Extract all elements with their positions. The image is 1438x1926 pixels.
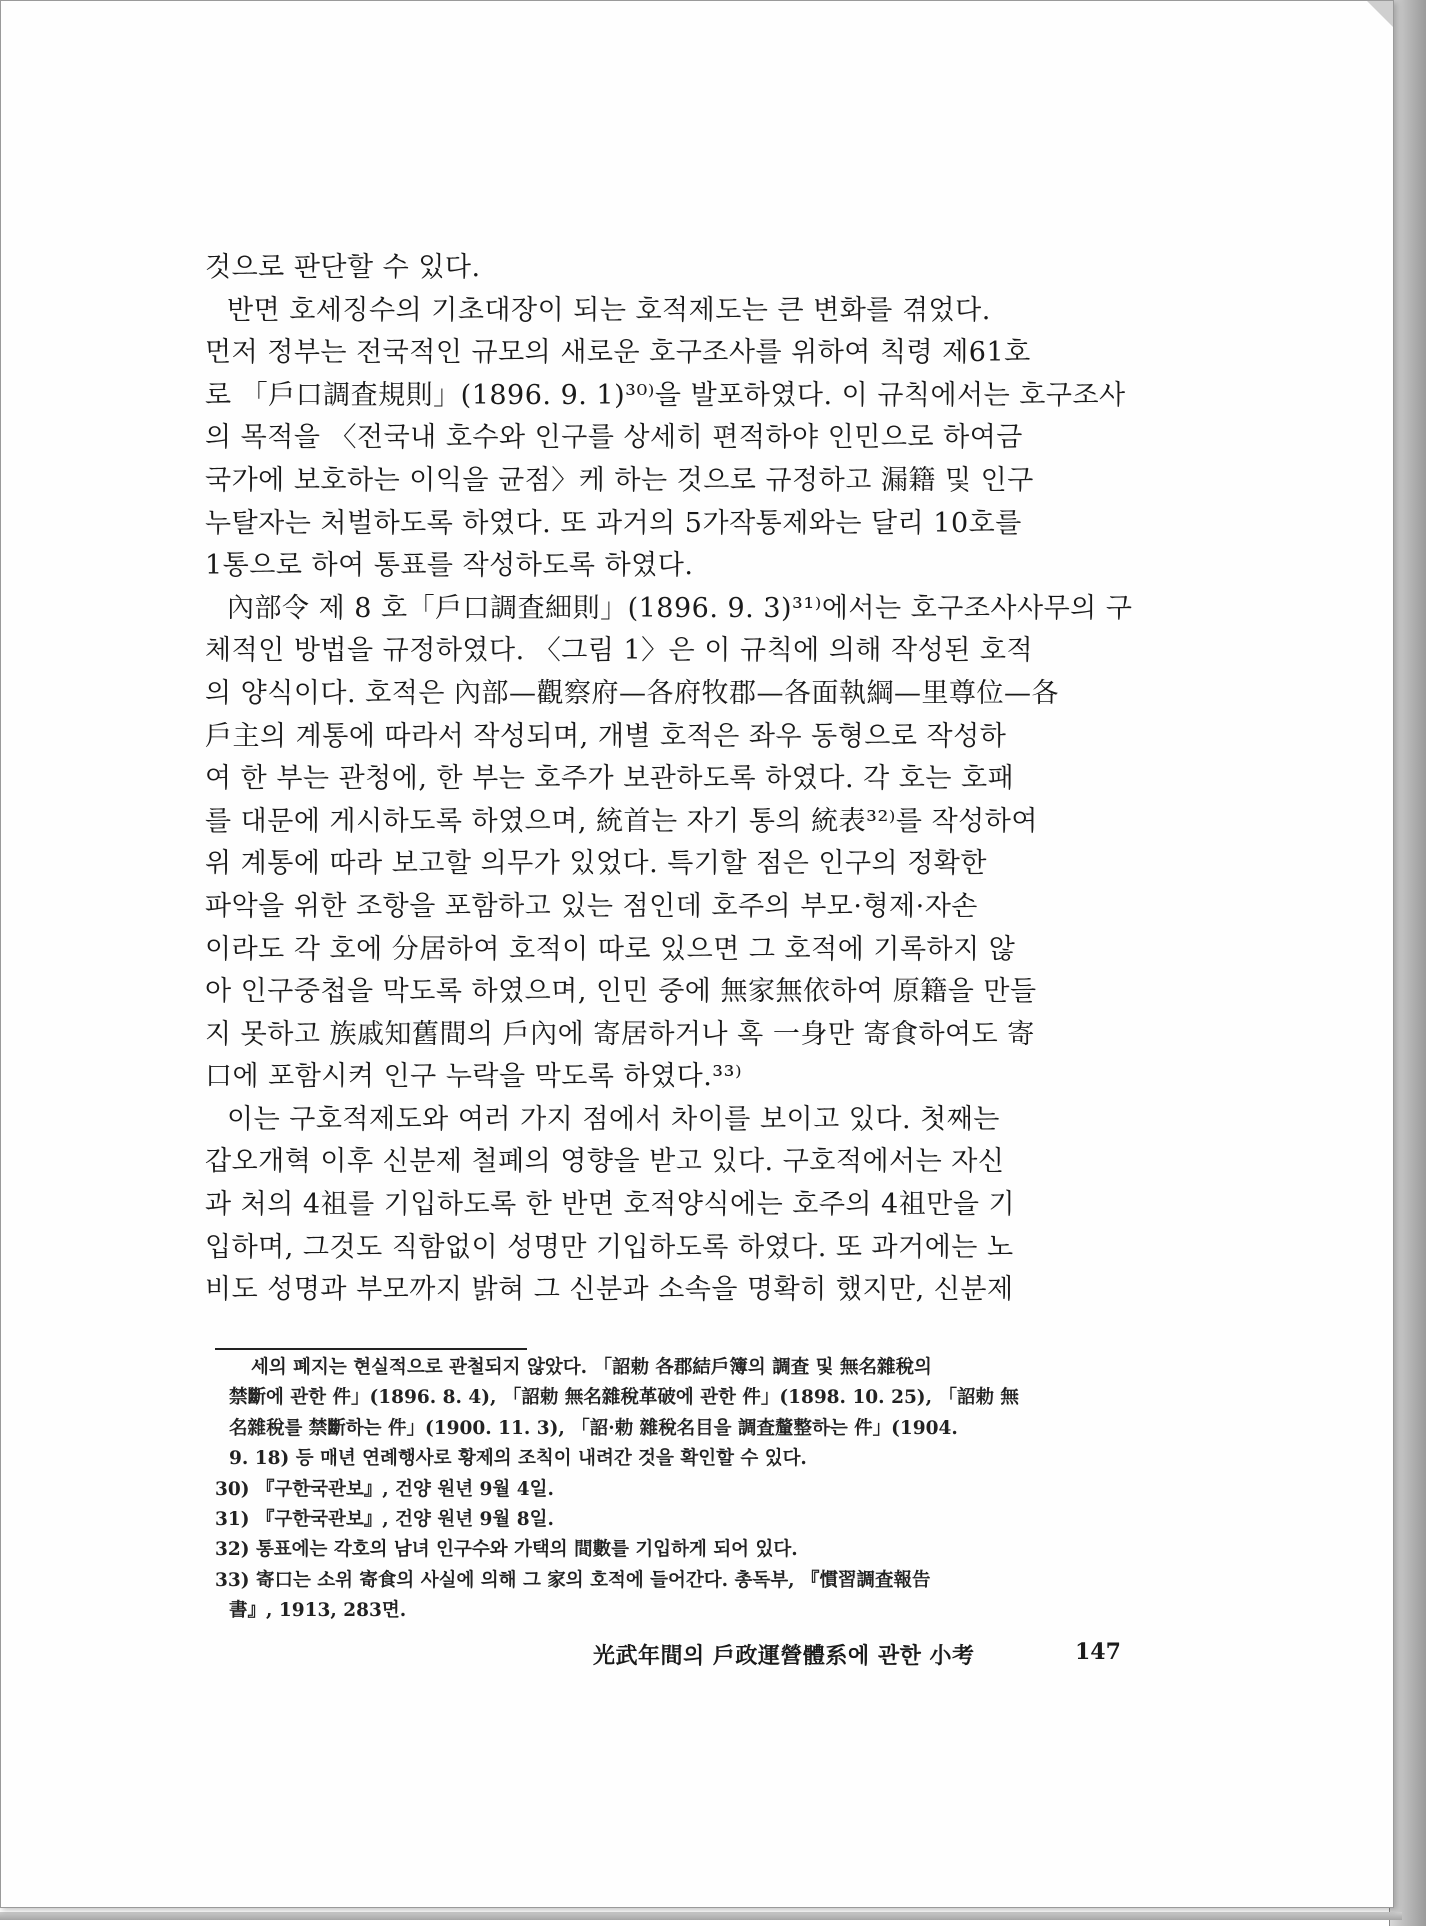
body-line: 의 양식이다. 호적은 內部—觀察府—各府牧郡—各面執綱—里尊位—各 (205, 677, 1059, 709)
body-line: 로 「戶口調査規則」(1896. 9. 1)³⁰⁾을 발포하였다. 이 규칙에서는 호구조사 (205, 379, 1126, 411)
body-line: 를 대문에 게시하도록 하였으며, 統首는 자기 통의 統表³²⁾를 작성하여 (205, 805, 1038, 837)
body-line: 아 인구중첩을 막도록 하였으며, 인민 중에 無家無依하여 原籍을 만들 (205, 976, 1037, 1008)
body-line: 1통으로 하여 통표를 작성하도록 하였다. (205, 550, 694, 582)
footnote-line: 禁斷에 관한 件」(1896. 8. 4), 「詔勅 無名雜稅革破에 관한 件」(1898. 10. 25), 「詔勅 無 (229, 1387, 1019, 1409)
body-line: 체적인 방법을 규정하였다. 〈그림 1〉은 이 규칙에 의해 작성된 호적 (205, 635, 1034, 667)
body-line: 의 목적을 〈전국내 호수와 인구를 상세히 편적하야 인민으로 하여금 (205, 422, 1023, 454)
footnotes (215, 1353, 1155, 1627)
page-number: 147 (1075, 1639, 1121, 1665)
footnote-line: 名雜稅를 禁斷하는 件」(1900. 11. 3), 「詔·勅 雜稅名目을 調査釐整하는 件」(1904. (229, 1417, 958, 1439)
body-line: 갑오개혁 이후 신분제 철폐의 영향을 받고 있다. 구호적에서는 자신 (205, 1146, 1005, 1178)
body-line: 지 못하고 族戚知舊間의 戶內에 寄居하거나 혹 一身만 寄食하여도 寄 (205, 1018, 1035, 1050)
running-title: 光武年間의 戶政運營體系에 관한 小考 (593, 1643, 975, 1669)
body-line: 內部令 제 8 호「戶口調査細則」(1896. 9. 3)³¹⁾에서는 호구조사사무의 구 (227, 592, 1133, 624)
body-line: 입하며, 그것도 직함없이 성명만 기입하도록 하였다. 또 과거에는 노 (205, 1231, 1014, 1263)
body-line: 戶主의 계통에 따라서 작성되며, 개별 호적은 좌우 동형으로 작성하 (205, 720, 1007, 752)
footnote-line: 書』, 1913, 283면. (229, 1600, 407, 1622)
body-line: 파악을 위한 조항을 포함하고 있는 점인데 호주의 부모·형제·자손 (205, 890, 978, 922)
page-stack-edge (1389, 0, 1426, 1926)
body-line: 여 한 부는 관청에, 한 부는 호주가 보관하도록 하였다. 각 호는 호패 (205, 763, 1015, 795)
body-line: 이는 구호적제도와 여러 가지 점에서 차이를 보이고 있다. 첫째는 (227, 1103, 1000, 1135)
body-line: 것으로 판단할 수 있다. (205, 252, 481, 283)
page-corner-fold (1367, 1, 1393, 27)
body-line: 과 처의 4祖를 기입하도록 한 반면 호적양식에는 호주의 4祖만을 기 (205, 1189, 1016, 1221)
body-line: 이라도 각 호에 分居하여 호적이 따로 있으면 그 호적에 기록하지 않 (205, 933, 1016, 965)
body-line: 비도 성명과 부모까지 밝혀 그 신분과 소속을 명확히 했지만, 신분제 (205, 1274, 1014, 1306)
footnote-line: 9. 18) 등 매년 연례행사로 황제의 조칙이 내려간 것을 확인할 수 있다. (229, 1448, 807, 1470)
body-line: 누탈자는 처벌하도록 하였다. 또 과거의 5가작통제와는 달리 10호를 (205, 507, 1022, 539)
body-line: 반면 호세징수의 기초대장이 되는 호적제도는 큰 변화를 겪었다. (227, 294, 991, 326)
page-stack-bottom-edge (0, 1912, 1402, 1920)
footnote-line: 세의 폐지는 현실적으로 관철되지 않았다. 「詔勅 各郡結戶簿의 調査 및 無名雜稅의 (251, 1357, 932, 1378)
footnote-33: 33) 寄口는 소위 寄食의 사실에 의해 그 家의 호적에 들어간다. 총독부, 『慣習調査報告 (215, 1569, 931, 1591)
footnote-30: 30) 『구한국관보』, 건양 원년 9월 4일. (215, 1478, 554, 1500)
footnote-divider (215, 1348, 527, 1350)
body-text (205, 247, 1149, 1312)
footnote-32: 32) 통표에는 각호의 남녀 인구수와 가택의 間數를 기입하게 되어 있다. (215, 1539, 798, 1561)
body-line: 먼저 정부는 전국적인 규모의 새로운 호구조사를 위하여 칙령 제61호 (205, 337, 1031, 369)
footnote-31: 31) 『구한국관보』, 건양 원년 9월 8일. (215, 1508, 554, 1530)
body-line: 국가에 보호하는 이익을 균점〉케 하는 것으로 규정하고 漏籍 및 인구 (205, 464, 1034, 496)
body-line: 口에 포함시켜 인구 누락을 막도록 하였다.³³⁾ (205, 1061, 743, 1093)
body-line: 위 계통에 따라 보고할 의무가 있었다. 특기할 점은 인구의 정확한 (205, 848, 987, 880)
